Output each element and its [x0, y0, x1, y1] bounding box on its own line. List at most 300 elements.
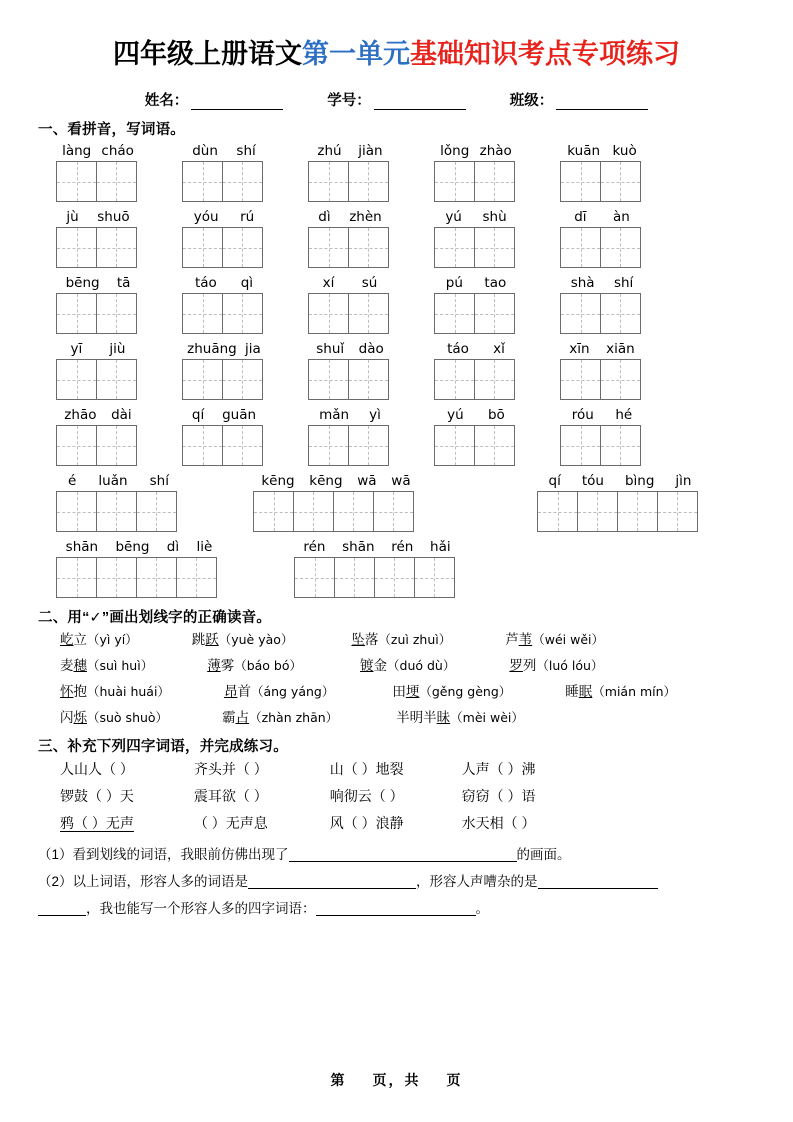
pinyin-syllable: tao — [484, 275, 507, 292]
pinyin-row — [56, 407, 755, 466]
pinyin-syllables — [308, 143, 392, 161]
character-cell[interactable] — [348, 359, 389, 400]
pinyin-syllable: shí — [236, 143, 256, 160]
sub-question-1-text-b: 的画面。 — [516, 847, 571, 863]
pronunciation-item[interactable] — [60, 683, 170, 701]
character-cell[interactable] — [56, 227, 97, 268]
pinyin-syllable: yì — [369, 407, 381, 424]
pinyin-syllable: rén — [391, 539, 414, 556]
sub-question-1-blank[interactable] — [289, 846, 517, 862]
pinyin-syllable: é — [68, 473, 77, 490]
pinyin-row — [56, 539, 755, 598]
pinyin-syllable: jia — [245, 341, 261, 358]
word-prefix: 睡 — [565, 684, 579, 700]
character-grid — [308, 227, 392, 268]
pinyin-options[interactable]: （wéi wěi） — [532, 632, 604, 648]
class-input-blank[interactable] — [556, 95, 648, 110]
character-cell[interactable] — [474, 161, 515, 202]
pinyin-syllable: kēng — [309, 473, 343, 490]
character-grid — [434, 161, 518, 202]
character-cell[interactable] — [96, 557, 137, 598]
title-segment-blue: 第一单元 — [302, 39, 410, 69]
pinyin-syllable: rén — [303, 539, 326, 556]
pinyin-syllable: shù — [482, 209, 507, 226]
pinyin-syllable: qí — [191, 407, 205, 424]
character-cell[interactable] — [182, 293, 223, 334]
student-info-row — [38, 89, 755, 110]
character-cell[interactable] — [293, 491, 334, 532]
pinyin-word-group — [434, 275, 518, 334]
character-cell[interactable] — [577, 491, 618, 532]
footer-middle: 页，共 — [372, 1072, 421, 1088]
underlined-word — [392, 684, 419, 699]
underlined-word — [360, 658, 387, 673]
pinyin-exercise — [56, 143, 755, 598]
character-cell[interactable] — [176, 557, 217, 598]
character-cell[interactable] — [182, 425, 223, 466]
pinyin-syllable: shà — [570, 275, 595, 292]
character-cell[interactable] — [253, 491, 294, 532]
pinyin-syllables — [182, 209, 266, 227]
word-suffix: 列 — [522, 658, 537, 674]
page-footer — [0, 1070, 793, 1090]
marked-character: 穗 — [73, 658, 87, 674]
character-grid — [182, 293, 266, 334]
character-cell[interactable] — [182, 227, 223, 268]
character-grid — [560, 161, 644, 202]
underlined-word — [509, 658, 536, 673]
underlined-word — [222, 710, 249, 725]
pinyin-word-group — [182, 275, 266, 334]
character-cell[interactable] — [617, 491, 658, 532]
character-cell[interactable] — [96, 161, 137, 202]
character-cell[interactable] — [434, 227, 475, 268]
pinyin-word-group — [182, 341, 266, 400]
character-grid — [560, 425, 644, 466]
pinyin-word-group — [56, 473, 181, 532]
pinyin-syllable: táo — [194, 275, 217, 292]
character-grid — [560, 293, 644, 334]
character-cell[interactable] — [222, 425, 263, 466]
pinyin-word-group — [308, 341, 392, 400]
pronunciation-item[interactable] — [192, 631, 294, 649]
pinyin-syllable: hé — [615, 407, 633, 424]
pronunciation-item[interactable] — [360, 657, 455, 675]
pinyin-syllables — [308, 275, 392, 293]
pinyin-syllable: bēng — [115, 539, 150, 556]
pinyin-word-group — [56, 341, 140, 400]
sub-question-1-text-a: （1）看到划线的词语，我眼前仿佛出现了 — [38, 847, 289, 863]
pinyin-word-group — [182, 407, 266, 466]
idiom-item[interactable]: 水天相（ ） — [461, 815, 536, 832]
character-cell[interactable] — [182, 161, 223, 202]
underlined-word — [192, 632, 219, 647]
pinyin-syllable: cháo — [101, 143, 134, 160]
character-grid — [253, 491, 419, 532]
pinyin-syllables — [308, 407, 392, 425]
character-cell[interactable] — [308, 425, 349, 466]
pinyin-syllable: jìn — [675, 473, 692, 490]
pinyin-syllable: zhào — [479, 143, 512, 160]
pinyin-syllables — [253, 473, 419, 491]
character-cell[interactable] — [56, 557, 97, 598]
pronunciation-item[interactable] — [505, 631, 604, 649]
marked-character: 埂 — [405, 684, 420, 700]
character-cell[interactable] — [537, 491, 578, 532]
character-cell[interactable] — [136, 491, 177, 532]
pinyin-word-group — [560, 143, 644, 202]
pinyin-word-group — [308, 275, 392, 334]
pinyin-syllable: shuō — [97, 209, 130, 226]
character-cell[interactable] — [348, 161, 389, 202]
pinyin-syllable: dì — [166, 539, 180, 556]
idiom-item[interactable]: 锣鼓（ ）天 — [60, 788, 134, 805]
character-grid — [434, 359, 518, 400]
pinyin-syllables — [560, 275, 644, 293]
pinyin-syllable: xīn — [569, 341, 590, 358]
class-field-group — [510, 89, 649, 110]
character-cell[interactable] — [56, 425, 97, 466]
pinyin-syllable: jiàn — [358, 143, 383, 160]
pinyin-options[interactable]: （zhàn zhān） — [249, 710, 339, 726]
sub-question-2-blank-4[interactable] — [316, 900, 476, 916]
idiom-item[interactable]: （ ）无声息 — [193, 815, 268, 832]
character-cell[interactable] — [222, 359, 263, 400]
character-cell[interactable] — [657, 491, 698, 532]
marked-character: 罗 — [509, 658, 523, 674]
character-cell[interactable] — [474, 227, 515, 268]
pronunciation-row — [60, 657, 755, 675]
pinyin-syllable: shí — [613, 275, 634, 292]
pinyin-syllable: bō — [487, 407, 505, 424]
title-segment-red: 基础知识考点专项练习 — [410, 39, 680, 69]
character-grid — [434, 425, 518, 466]
pinyin-syllable: shuǐ — [316, 341, 345, 358]
pinyin-word-group — [308, 407, 392, 466]
word-prefix: 半明半 — [396, 710, 437, 726]
pinyin-word-group — [537, 473, 703, 532]
pinyin-syllable: làng — [62, 143, 92, 160]
pinyin-syllable: xiān — [606, 341, 635, 358]
marked-character: 坠 — [351, 632, 365, 648]
pinyin-syllables — [56, 209, 140, 227]
word-suffix: 立 — [73, 632, 87, 648]
pinyin-syllables — [560, 209, 644, 227]
character-cell[interactable] — [222, 227, 263, 268]
character-cell[interactable] — [474, 359, 515, 400]
word-prefix: 跳 — [191, 632, 206, 648]
character-cell[interactable] — [560, 425, 601, 466]
marked-character: 昂 — [223, 684, 238, 700]
character-grid — [560, 359, 644, 400]
character-cell[interactable] — [308, 359, 349, 400]
pinyin-options[interactable]: （báo bó） — [234, 658, 303, 674]
class-label: 班级： — [509, 93, 554, 110]
underlined-word — [207, 658, 234, 673]
page-title — [38, 0, 755, 70]
sub-question-2-text-c: ，我也能写一个形容人多的四字词语： — [86, 901, 316, 917]
pinyin-word-group — [182, 209, 266, 268]
pinyin-options[interactable]: （suò shuò） — [87, 710, 169, 726]
pinyin-syllable: wā — [391, 473, 411, 490]
pinyin-word-group — [434, 143, 518, 202]
character-cell[interactable] — [560, 227, 601, 268]
sub-question-2-blank-3[interactable] — [38, 900, 86, 916]
character-cell[interactable] — [136, 557, 177, 598]
character-grid — [182, 227, 266, 268]
pinyin-row — [56, 143, 755, 202]
character-cell[interactable] — [348, 293, 389, 334]
word-suffix: 落 — [364, 632, 379, 648]
pronunciation-item[interactable] — [60, 657, 153, 675]
pinyin-word-group — [560, 209, 644, 268]
character-cell[interactable] — [294, 557, 335, 598]
marked-character: 怀 — [60, 684, 74, 700]
character-cell[interactable] — [308, 161, 349, 202]
pinyin-syllable: kēng — [261, 473, 295, 490]
pinyin-syllables — [182, 143, 266, 161]
character-cell[interactable] — [333, 491, 374, 532]
pinyin-syllable: kuò — [612, 143, 637, 160]
pinyin-syllable: kuān — [567, 143, 601, 160]
pinyin-syllable: zhāo — [64, 407, 97, 424]
pinyin-syllable: dài — [111, 407, 132, 424]
character-grid — [537, 491, 703, 532]
pinyin-syllable: qì — [240, 275, 254, 292]
pronunciation-item[interactable] — [222, 709, 338, 727]
pinyin-syllable: yú — [447, 407, 464, 424]
character-cell[interactable] — [348, 227, 389, 268]
pinyin-options[interactable]: （duó dù） — [387, 658, 456, 674]
idiom-row — [60, 787, 755, 806]
pinyin-syllable: hǎi — [430, 539, 451, 556]
character-cell[interactable] — [600, 425, 641, 466]
pinyin-syllable: yú — [445, 209, 462, 226]
pinyin-options[interactable]: （zuì zhuì） — [378, 632, 452, 648]
sub-question-2-text-d: 。 — [475, 901, 489, 917]
pinyin-row — [56, 275, 755, 334]
pinyin-syllable: tóu — [581, 473, 604, 490]
character-cell[interactable] — [374, 557, 415, 598]
character-cell[interactable] — [434, 293, 475, 334]
character-cell[interactable] — [474, 293, 515, 334]
character-cell[interactable] — [308, 227, 349, 268]
character-cell[interactable] — [96, 425, 137, 466]
pronunciation-item[interactable] — [509, 657, 603, 675]
pinyin-options[interactable]: （mèi wèi） — [450, 710, 524, 726]
character-grid — [56, 293, 140, 334]
pinyin-syllable: liè — [196, 539, 213, 556]
pinyin-options[interactable]: （mián mín） — [592, 684, 677, 700]
section-1-heading: 一、看拼音，写词语。 — [38, 122, 185, 139]
character-cell[interactable] — [474, 425, 515, 466]
name-label: 姓名： — [144, 93, 189, 110]
character-cell[interactable] — [414, 557, 455, 598]
pinyin-syllables — [56, 407, 140, 425]
pinyin-syllables — [434, 275, 518, 293]
pinyin-options[interactable]: （huài huái） — [87, 684, 170, 700]
underlined-word — [505, 632, 532, 647]
pronunciation-item[interactable] — [351, 631, 451, 649]
character-cell[interactable] — [56, 293, 97, 334]
idiom-row — [60, 814, 755, 833]
sub-question-2-blank-1[interactable] — [248, 873, 416, 889]
pinyin-syllable: guān — [222, 407, 257, 424]
marked-character: 眠 — [578, 684, 593, 700]
pinyin-syllable: táo — [447, 341, 469, 358]
character-cell[interactable] — [434, 161, 475, 202]
marked-character: 烁 — [73, 710, 87, 726]
underlined-word — [60, 658, 87, 673]
character-cell[interactable] — [96, 359, 137, 400]
pinyin-syllable: tā — [116, 275, 131, 292]
marked-character: 占 — [235, 710, 250, 726]
pinyin-syllable: dī — [574, 209, 587, 226]
pinyin-word-group — [560, 341, 644, 400]
character-cell[interactable] — [96, 491, 137, 532]
pinyin-row — [56, 209, 755, 268]
pinyin-word-group — [434, 209, 518, 268]
idiom-item[interactable]: 齐头并（ ） — [193, 761, 268, 778]
marked-character: 屹 — [60, 632, 74, 648]
marked-character: 昧 — [436, 710, 451, 726]
character-cell[interactable] — [334, 557, 375, 598]
pinyin-word-group — [253, 473, 419, 532]
pronunciation-row — [60, 683, 755, 701]
character-cell[interactable] — [434, 425, 475, 466]
pinyin-syllable: yóu — [193, 209, 219, 226]
marked-character: 苇 — [518, 632, 533, 648]
name-input-blank[interactable] — [191, 95, 283, 110]
pinyin-syllable: mǎn — [319, 407, 350, 424]
pinyin-word-group — [308, 143, 392, 202]
underlined-word — [224, 684, 251, 699]
character-grid — [56, 425, 140, 466]
pinyin-options[interactable]: （yì yí） — [87, 632, 138, 648]
pinyin-syllable: róu — [571, 407, 594, 424]
pinyin-syllable: rú — [240, 209, 255, 226]
character-grid — [56, 557, 222, 598]
character-cell[interactable] — [222, 161, 263, 202]
underlined-word — [565, 684, 592, 699]
character-cell[interactable] — [600, 293, 641, 334]
character-cell[interactable] — [600, 161, 641, 202]
character-grid — [182, 359, 266, 400]
idiom-item[interactable]: 窃窃（ ）语 — [461, 788, 536, 805]
character-grid — [308, 425, 392, 466]
character-cell[interactable] — [600, 227, 641, 268]
pinyin-word-group — [434, 341, 518, 400]
idiom-item[interactable]: 人山人（ ） — [60, 761, 134, 778]
pinyin-word-group — [294, 539, 460, 598]
character-cell[interactable] — [348, 425, 389, 466]
pronunciation-item[interactable] — [392, 683, 511, 701]
character-cell[interactable] — [373, 491, 414, 532]
pinyin-syllable: luǎn — [98, 473, 128, 490]
idiom-item[interactable]: 鸦（ ）无声 — [60, 815, 134, 832]
pinyin-options[interactable]: （luó lóu） — [536, 658, 604, 674]
character-cell[interactable] — [56, 161, 97, 202]
character-cell[interactable] — [182, 359, 223, 400]
section-2-heading: 二、用“✓”画出划线字的正确读音。 — [38, 610, 272, 627]
pronunciation-row — [60, 631, 755, 649]
pinyin-syllables — [560, 341, 644, 359]
pinyin-syllable: pú — [445, 275, 463, 292]
pinyin-syllables — [434, 407, 518, 425]
word-prefix: 麦 — [60, 658, 74, 674]
pinyin-syllables — [537, 473, 703, 491]
sub-questions — [38, 841, 755, 922]
pinyin-options[interactable]: （gěng gèng） — [419, 684, 512, 700]
character-grid — [294, 557, 460, 598]
id-input-blank[interactable] — [374, 95, 466, 110]
pinyin-options[interactable]: （áng yáng） — [250, 684, 335, 700]
pronunciation-item[interactable] — [224, 683, 334, 701]
pinyin-word-group — [182, 143, 266, 202]
pronunciation-item[interactable] — [396, 709, 524, 727]
pinyin-syllables — [182, 407, 266, 425]
pinyin-options[interactable]: （suì huì） — [87, 658, 154, 674]
underlined-word — [60, 710, 87, 725]
pinyin-syllable: yī — [70, 341, 83, 358]
pronunciation-item[interactable] — [60, 709, 168, 727]
idiom-item[interactable]: 响彻云（ ） — [329, 788, 404, 805]
pronunciation-item[interactable] — [60, 631, 138, 649]
pinyin-syllable: jù — [66, 209, 79, 226]
character-cell[interactable] — [560, 293, 601, 334]
pinyin-word-group — [56, 407, 140, 466]
idiom-item[interactable]: 山（ ）地裂 — [329, 761, 404, 778]
character-cell[interactable] — [96, 227, 137, 268]
word-suffix: 首 — [237, 684, 251, 700]
underlined-word — [396, 710, 450, 725]
character-cell[interactable] — [560, 161, 601, 202]
word-suffix: 金 — [373, 658, 388, 674]
pronunciation-item[interactable] — [207, 657, 302, 675]
idiom-item[interactable]: 风（ ）浪静 — [329, 815, 404, 832]
pinyin-syllable: dào — [358, 341, 384, 358]
pinyin-word-group — [560, 275, 644, 334]
character-grid — [182, 425, 266, 466]
character-cell[interactable] — [434, 359, 475, 400]
pinyin-syllable: jiù — [109, 341, 126, 358]
idiom-row — [60, 760, 755, 779]
pinyin-word-group — [56, 143, 140, 202]
character-cell[interactable] — [560, 359, 601, 400]
underlined-word — [60, 632, 87, 647]
character-cell[interactable] — [56, 359, 97, 400]
pinyin-row — [56, 341, 755, 400]
pronunciation-item[interactable] — [565, 683, 676, 701]
character-cell[interactable] — [600, 359, 641, 400]
idiom-item[interactable]: 震耳欲（ ） — [193, 788, 268, 805]
word-prefix: 田 — [392, 684, 406, 700]
idiom-exercise — [60, 760, 755, 833]
pinyin-options[interactable]: （yuè yào） — [218, 632, 294, 648]
character-cell[interactable] — [222, 293, 263, 334]
character-grid — [56, 227, 140, 268]
pinyin-syllable: shí — [149, 473, 169, 490]
pinyin-syllables — [308, 209, 392, 227]
character-cell[interactable] — [56, 491, 97, 532]
pinyin-syllable: bìng — [624, 473, 655, 490]
sub-question-2-blank-2[interactable] — [538, 873, 658, 889]
character-cell[interactable] — [308, 293, 349, 334]
character-grid — [56, 491, 181, 532]
word-prefix: 霸 — [222, 710, 236, 726]
idiom-item[interactable]: 人声（ ）沸 — [461, 761, 536, 778]
character-cell[interactable] — [96, 293, 137, 334]
